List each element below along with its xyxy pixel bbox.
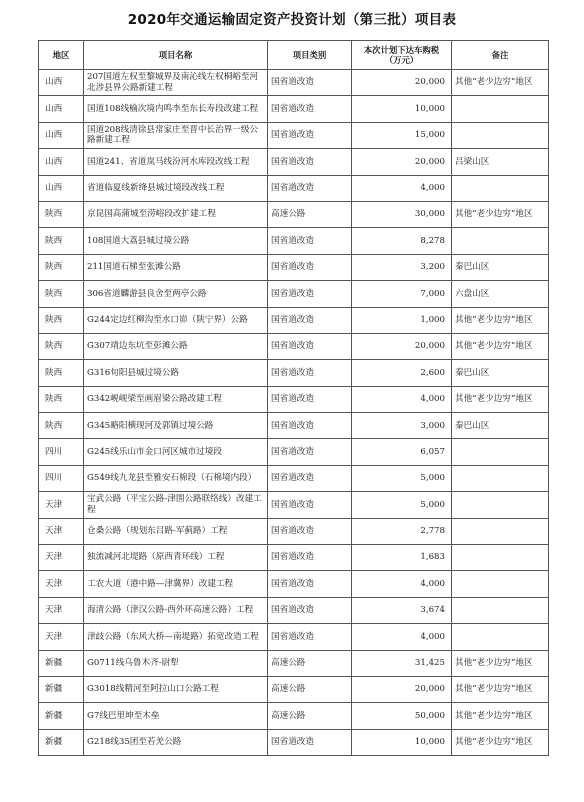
table-row [39,624,549,650]
cell-note: 其他“老少边穷”地区 [452,201,549,227]
table-row [39,228,549,254]
cell-project-type: 国省道改造 [268,281,352,307]
cell-amount: 6,057 [352,439,452,465]
table-row [39,597,549,623]
cell-project-type: 国省道改造 [268,360,352,386]
cell-note: 六盘山区 [452,281,549,307]
table-row [39,518,549,544]
cell-amount: 20,000 [352,333,452,359]
cell-project-type: 国省道改造 [268,122,352,148]
cell-note [452,439,549,465]
cell-region: 陕西 [39,386,84,412]
cell-note: 其他“老少边穷”地区 [452,307,549,333]
table-header [39,41,549,70]
cell-project-type: 国省道改造 [268,333,352,359]
cell-project-name: 津歧公路（东风大桥—南堤路）拓宽改造工程 [84,624,268,650]
cell-note [452,122,549,148]
table-row [39,729,549,755]
cell-amount: 4,000 [352,175,452,201]
cell-amount: 5,000 [352,465,452,491]
cell-region: 新疆 [39,703,84,729]
cell-amount: 1,683 [352,545,452,571]
cell-project-type: 国省道改造 [268,307,352,333]
header-note: 备注 [452,41,549,70]
cell-project-name: 211国道石梯至张滩公路 [84,254,268,280]
cell-region: 天津 [39,624,84,650]
project-table [38,40,549,756]
cell-project-name: 省道临夏线新绛县城过境段改线工程 [84,175,268,201]
cell-project-type: 国省道改造 [268,465,352,491]
cell-project-name: 国道108线榆次境内鸣李至东长寿段改建工程 [84,96,268,122]
cell-note: 其他“老少边穷”地区 [452,650,549,676]
table-row [39,571,549,597]
cell-amount: 2,778 [352,518,452,544]
cell-note: 其他“老少边穷”地区 [452,333,549,359]
cell-region: 陕西 [39,254,84,280]
table-row [39,703,549,729]
cell-project-name: G307靖边东坑至彭滩公路 [84,333,268,359]
cell-project-name: G316旬阳县城过境公路 [84,360,268,386]
table-row [39,439,549,465]
cell-region: 陕西 [39,360,84,386]
cell-note: 秦巴山区 [452,254,549,280]
cell-region: 陕西 [39,413,84,439]
cell-project-type: 国省道改造 [268,149,352,175]
table-row [39,122,549,148]
cell-note [452,545,549,571]
cell-amount: 31,425 [352,650,452,676]
cell-amount: 8,278 [352,228,452,254]
cell-region: 新疆 [39,676,84,702]
cell-project-type: 国省道改造 [268,729,352,755]
cell-amount: 10,000 [352,96,452,122]
cell-amount: 3,674 [352,597,452,623]
cell-region: 山西 [39,149,84,175]
cell-project-name: 306省道麟游县良舍至两亭公路 [84,281,268,307]
header-amount [352,41,452,70]
cell-project-type: 国省道改造 [268,413,352,439]
table-row [39,175,549,201]
document-title: 2020年交通运输固定资产投资计划（第三批）项目表 [127,12,457,28]
table-body [39,70,549,756]
cell-note [452,492,549,518]
cell-project-type: 国省道改造 [268,70,352,96]
table-row [39,201,549,227]
cell-project-name: G549线九龙县至雅安石棉段（石棉境内段） [84,465,268,491]
table-row [39,307,549,333]
cell-project-type: 国省道改造 [268,96,352,122]
cell-project-type: 国省道改造 [268,254,352,280]
cell-amount: 50,000 [352,703,452,729]
cell-project-name: G0711线乌鲁木齐-尉犁 [84,650,268,676]
cell-amount: 10,000 [352,729,452,755]
cell-region: 山西 [39,96,84,122]
cell-note: 其他“老少边穷”地区 [452,70,549,96]
cell-project-name: 工农大道（港中路—津冀界）改建工程 [84,571,268,597]
cell-amount: 20,000 [352,676,452,702]
cell-region: 陕西 [39,281,84,307]
cell-region: 陕西 [39,307,84,333]
cell-note [452,228,549,254]
cell-amount: 20,000 [352,70,452,96]
cell-project-name: G3018线精河至阿拉山口公路工程 [84,676,268,702]
cell-note [452,175,549,201]
header-region: 地区 [39,41,84,70]
cell-note: 其他“老少边穷”地区 [452,729,549,755]
cell-project-name: G7线巴里坤至木垒 [84,703,268,729]
cell-amount: 5,000 [352,492,452,518]
cell-amount: 3,000 [352,413,452,439]
cell-project-type: 高速公路 [268,201,352,227]
cell-note: 秦巴山区 [452,360,549,386]
cell-note: 其他“老少边穷”地区 [452,676,549,702]
cell-region: 天津 [39,492,84,518]
cell-note: 吕梁山区 [452,149,549,175]
cell-region: 山西 [39,175,84,201]
cell-project-type: 国省道改造 [268,571,352,597]
cell-note [452,597,549,623]
cell-region: 陕西 [39,228,84,254]
cell-amount: 30,000 [352,201,452,227]
cell-region: 山西 [39,70,84,96]
cell-amount: 20,000 [352,149,452,175]
header-project-name: 项目名称 [84,41,268,70]
cell-project-name: 宝武公路（平宝公路-津围公路联络线）改建工程 [84,492,268,518]
cell-project-name: 国道241、省道岚马线汾河水库段改线工程 [84,149,268,175]
cell-region: 陕西 [39,333,84,359]
cell-amount: 2,600 [352,360,452,386]
cell-note [452,571,549,597]
cell-region: 天津 [39,597,84,623]
cell-region: 天津 [39,545,84,571]
cell-project-type: 国省道改造 [268,228,352,254]
cell-project-type: 高速公路 [268,676,352,702]
cell-note: 秦巴山区 [452,413,549,439]
table-row [39,149,549,175]
header-amount-line1: 本次计划下达车购税 [363,45,440,55]
cell-amount: 4,000 [352,571,452,597]
table-row [39,386,549,412]
table-row [39,413,549,439]
table-row [39,360,549,386]
table-row [39,545,549,571]
cell-note [452,518,549,544]
cell-project-type: 国省道改造 [268,597,352,623]
cell-note [452,465,549,491]
cell-region: 新疆 [39,650,84,676]
table-row [39,254,549,280]
cell-amount: 4,000 [352,386,452,412]
cell-project-type: 国省道改造 [268,545,352,571]
cell-project-name: G245线乐山市金口河区城市过境段 [84,439,268,465]
cell-project-type: 国省道改造 [268,175,352,201]
cell-amount: 15,000 [352,122,452,148]
cell-project-name: G342岘岘梁至画眉梁公路改建工程 [84,386,268,412]
table-row [39,70,549,96]
cell-region: 四川 [39,465,84,491]
header-project-type: 项目类别 [268,41,352,70]
cell-amount: 4,000 [352,624,452,650]
cell-project-name: G244定边红柳沟至水口峁（陕宁界）公路 [84,307,268,333]
table-row [39,465,549,491]
cell-project-type: 国省道改造 [268,439,352,465]
cell-note: 其他“老少边穷”地区 [452,703,549,729]
table-row [39,650,549,676]
cell-project-name: 108国道大荔县城过境公路 [84,228,268,254]
cell-project-name: 国道208线清徐县常家庄至晋中长治界一级公路新建工程 [84,122,268,148]
cell-project-name: 207国道左权至黎城界及南沁线左权桐峪至河北涉县界公路新建工程 [84,70,268,96]
cell-project-name: G218线35团至若羌公路 [84,729,268,755]
cell-region: 新疆 [39,729,84,755]
cell-region: 四川 [39,439,84,465]
cell-amount: 3,200 [352,254,452,280]
cell-note [452,624,549,650]
cell-project-type: 国省道改造 [268,624,352,650]
cell-project-type: 国省道改造 [268,518,352,544]
table-row [39,281,549,307]
cell-region: 陕西 [39,201,84,227]
cell-amount: 1,000 [352,307,452,333]
cell-project-type: 国省道改造 [268,386,352,412]
cell-project-type: 国省道改造 [268,492,352,518]
table-row [39,676,549,702]
cell-project-name: 海清公路（津汉公路-西外环高速公路）工程 [84,597,268,623]
cell-region: 山西 [39,122,84,148]
cell-project-type: 高速公路 [268,650,352,676]
table-row [39,492,549,518]
cell-project-type: 高速公路 [268,703,352,729]
table-row [39,333,549,359]
cell-project-name: 独流减河北堤路（原西青环线）工程 [84,545,268,571]
cell-note: 其他“老少边穷”地区 [452,386,549,412]
cell-project-name: G345略阳横现河及郭镇过境公路 [84,413,268,439]
header-row [39,41,549,70]
header-amount-line2: （万元） [384,55,419,65]
cell-region: 天津 [39,518,84,544]
cell-project-name: 京昆国高蒲城至涝峪段改扩建工程 [84,201,268,227]
table-row [39,96,549,122]
cell-region: 天津 [39,571,84,597]
cell-amount: 7,000 [352,281,452,307]
cell-project-name: 仓桑公路（规划东吕路-军蓟路）工程 [84,518,268,544]
cell-note [452,96,549,122]
